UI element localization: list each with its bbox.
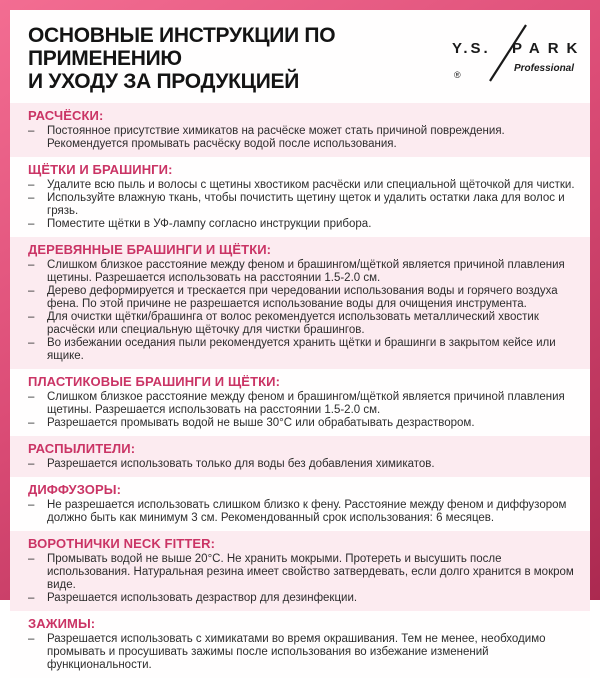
list-item: [28, 633, 580, 672]
dash-bullet: –: [28, 499, 35, 511]
dash-bullet: –: [28, 337, 35, 349]
section-diffusers: [10, 477, 590, 531]
section-heading: ЗАЖИМЫ:: [28, 616, 96, 631]
list-item: [28, 192, 580, 218]
section-heading: ВОРОТНИЧКИ NECK FITTER:: [28, 536, 216, 551]
item-text: Разрешается использовать дезраствор для дезинфекции.: [47, 592, 358, 604]
list-item: [28, 259, 580, 285]
dash-bullet: –: [28, 592, 35, 604]
list-item: [28, 179, 580, 192]
item-text: Постоянное присутствие химикатов на расчёске может стать причиной повреждения. Рекомендуется промывать расчёску водой после использования.: [47, 125, 505, 150]
item-text: Для очистки щётки/брашинга от волос рекомендуется использовать металлический хвостик расчёски или специальную щёточку для чистки брашингов.: [47, 311, 539, 336]
section-heading: ЩЁТКИ И БРАШИНГИ:: [28, 162, 173, 177]
item-text: Не разрешается использовать слишком близко к фену. Расстояние между феном и диффузором должно быть как минимум 3 см. Рекомендованный срок использования: 6 месяцев.: [47, 499, 567, 524]
item-text: Разрешается использовать с химикатами во время окрашивания. Тем не менее, необходимо промывать и просушивать зажимы после использования во избежание изменений функциональности.: [47, 633, 546, 671]
item-text: Поместите щётки в УФ-лампу согласно инструкции прибора.: [47, 218, 372, 230]
list-item: [28, 417, 580, 430]
section-heading: РАСЧЁСКИ:: [28, 108, 104, 123]
list-item: [28, 391, 580, 417]
item-text: Разрешается промывать водой не выше 30°C или обрабатывать дезраствором.: [47, 417, 475, 429]
page-title-line1: ОСНОВНЫЕ ИНСТРУКЦИИ ПО ПРИМЕНЕНИЮ: [28, 24, 336, 70]
section-heading: ПЛАСТИКОВЫЕ БРАШИНГИ И ЩЁТКИ:: [28, 374, 281, 389]
section-heading: ДЕРЕВЯННЫЕ БРАШИНГИ И ЩЁТКИ:: [28, 242, 272, 257]
item-text: Разрешается использовать только для воды без добавления химикатов.: [47, 458, 435, 470]
dash-bullet: –: [28, 192, 35, 204]
dash-bullet: –: [28, 633, 35, 645]
section-brushes: [10, 157, 590, 237]
dash-bullet: –: [28, 259, 35, 271]
section-wooden-brushes: [10, 237, 590, 369]
section-heading: РАСПЫЛИТЕЛИ:: [28, 441, 136, 456]
page-title-line2: И УХОДУ ЗА ПРОДУКЦИЕЙ: [28, 70, 299, 93]
list-item: [28, 553, 580, 592]
registered-trademark-icon: ®: [454, 70, 461, 80]
section-clips: [10, 611, 590, 678]
section-sprayers: [10, 436, 590, 477]
dash-bullet: –: [28, 553, 35, 565]
item-text: Слишком близкое расстояние между феном и брашингом/щёткой является причиной плавления щетины. Разрешается использовать на расстоянии 1.5-2.0 см.: [47, 259, 565, 284]
item-text: Промывать водой не выше 20°C. Не хранить мокрыми. Протереть и высушить после использования. Натуральная резина имеет свойство затвердевать, если долго хранится в мокром виде.: [47, 553, 574, 591]
logo-professional: Professional: [514, 63, 575, 74]
list-item: [28, 337, 580, 363]
dash-bullet: –: [28, 125, 35, 137]
list-item: [28, 458, 580, 471]
list-item: [28, 592, 580, 605]
dash-bullet: –: [28, 285, 35, 297]
page-title: [28, 24, 450, 93]
dash-bullet: –: [28, 179, 35, 191]
logo-park-text: PARK: [512, 40, 586, 57]
logo-ys-text: Y.S.: [452, 40, 491, 57]
section-combs: [10, 103, 590, 157]
section-neck-fitter: [10, 531, 590, 611]
list-item: [28, 125, 580, 151]
dash-bullet: –: [28, 458, 35, 470]
dash-bullet: –: [28, 311, 35, 323]
header: [10, 10, 590, 103]
item-text: Удалите всю пыль и волосы с щетины хвостиком расчёски или специальной щёточкой для чистки.: [47, 179, 575, 191]
section-plastic-brushes: [10, 369, 590, 436]
item-text: Слишком близкое расстояние между феном и брашингом/щёткой является причиной плавления щетины. Разрешается использовать на расстоянии 1.5-2.0 см.: [47, 391, 565, 416]
item-text: Используйте влажную ткань, чтобы почистить щетину щеток и удалить остатки лака для волос и грязь.: [47, 192, 565, 217]
dash-bullet: –: [28, 218, 35, 230]
dash-bullet: –: [28, 391, 35, 403]
ys-park-logo: [450, 25, 586, 83]
list-item: [28, 499, 580, 525]
dash-bullet: –: [28, 417, 35, 429]
instruction-sheet: [10, 10, 590, 671]
list-item: [28, 311, 580, 337]
item-text: Дерево деформируется и трескается при чередовании использования воды и горячего воздуха фена. По этой причине не разрешается использование воды для очищения инструмента.: [47, 285, 558, 310]
list-item: [28, 285, 580, 311]
section-heading: ДИФФУЗОРЫ:: [28, 482, 122, 497]
item-text: Во избежании оседания пыли рекомендуется хранить щётки и брашинги в закрытом кейсе или ящике.: [47, 337, 556, 362]
list-item: [28, 218, 580, 231]
